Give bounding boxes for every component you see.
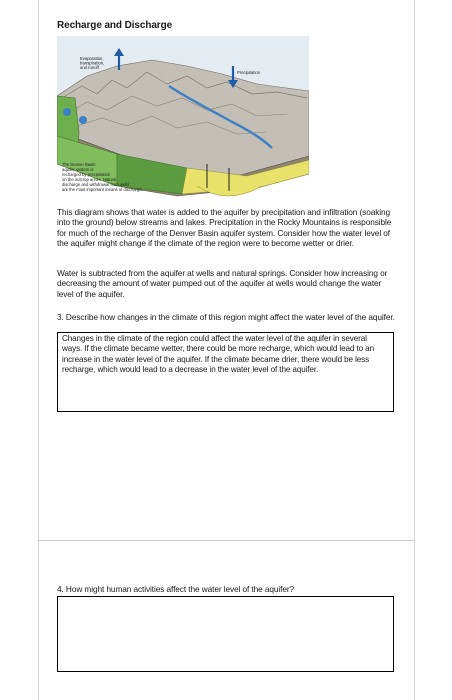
question-3-answer-box[interactable]: Changes in the climate of the region could affect the water level of the aquifer in several ways. If the climate became wetter, there could be more recharge, which would lead to an increase in the water level of the aquifer. If the climate became drier, there would be less recharge, which would lead to a decrease in the water level of the aquifer. (57, 332, 394, 412)
svg-text:Evaporation, transpirati: Evaporation, transpiration, and runoff (80, 56, 105, 70)
question-4: 4. How might human activities affect the water level of the aquifer? (57, 584, 295, 594)
discharge-paragraph: Water is subtracted from the aquifer at wells and natural springs. Consider how increasing or decreasing the amount of water pumped out of the aquifer at wells would change the water level of the aquifer. (57, 268, 388, 299)
precipitation-label: Precipitation (237, 70, 261, 75)
question-4-answer-box[interactable] (57, 596, 394, 672)
intro-paragraph: This diagram shows that water is added to the aquifer by precipitation and infiltration (soaking into the ground) below streams and lakes. Precipitation in the Rocky Mountains is responsible for much of the recharge of the Denver Basin aquifer system. Consider how the water level of the aquifer might change if the climate of the region were to become wetter or drier. (57, 207, 392, 249)
question-3: 3. Describe how changes in the climate of this region might affect the water level of the aquifer. (57, 312, 395, 322)
page-break (38, 540, 414, 541)
svg-text:The Denver Basin aquifer: The Denver Basin aquifer system is recharged by precipitation on the outcrop areas. Natural discharge and withdrawal from wells are the most important means of discharge. (62, 162, 143, 192)
aquifer-diagram (57, 36, 309, 208)
label-circle (63, 108, 71, 116)
page-title: Recharge and Discharge (57, 20, 173, 31)
